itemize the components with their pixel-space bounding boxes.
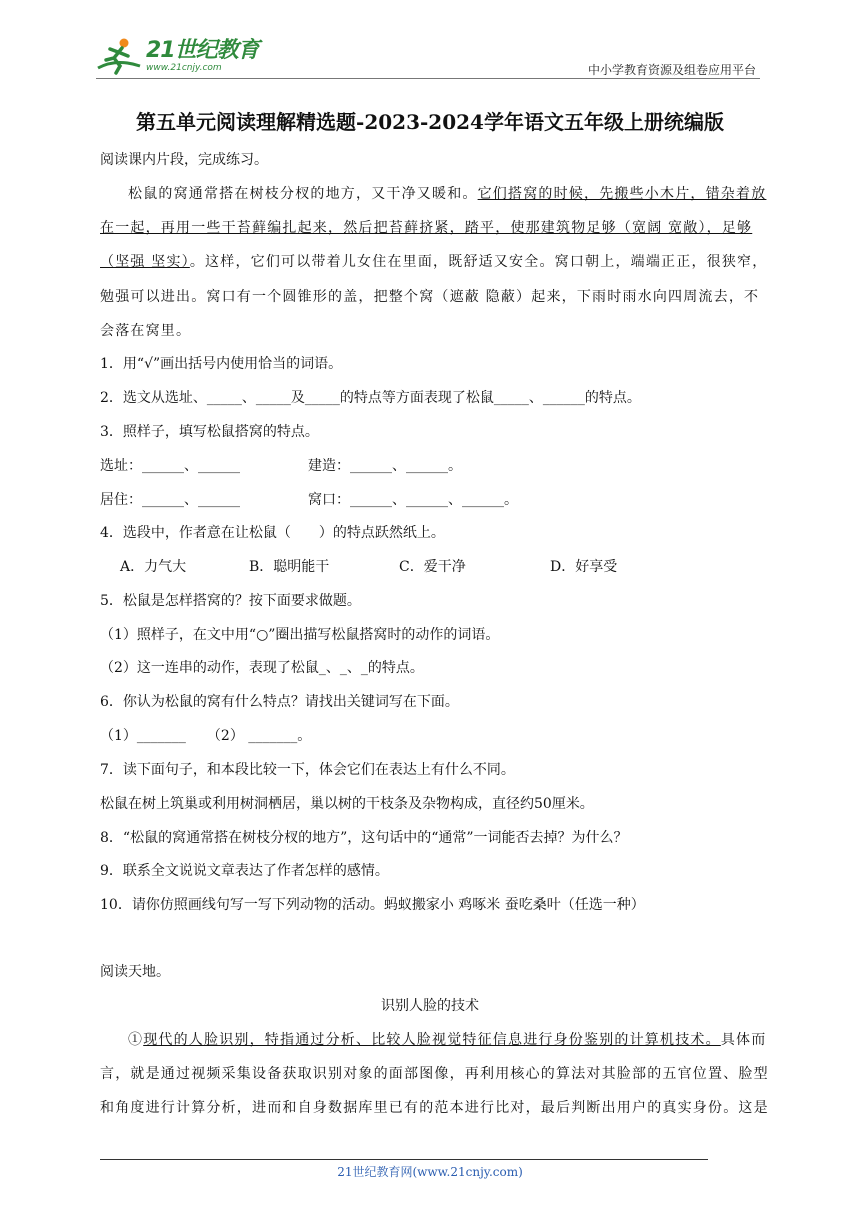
logo-url: www.21cnjy.com	[146, 62, 222, 73]
q7-sentence: 松鼠在树上筑巢或利用树洞栖居，巢以树的干枝条及杂物构成，直径约50厘米。	[100, 796, 594, 812]
footer-link[interactable]: 21世纪教育网(www.21cnjy.com)	[337, 1165, 523, 1179]
q4-option-a: A．力气大	[120, 559, 187, 575]
article-line-2: 言，就是通过视频采集设备获取识别对象的面部图像，再利用核心的算法对其脸部的五官位置、脸型	[100, 1066, 769, 1082]
section1-intro: 阅读课内片段，完成练习。	[100, 152, 268, 168]
underlined-sentence-end: （坚强 坚实）	[100, 254, 190, 270]
passage-line-2: 在一起，再用一些干苔藓编扎起来，然后把苔藓挤紧，踏平，使那建筑物足够（宽阔 宽敞），足够	[100, 220, 753, 236]
article-line-3: 和角度进行计算分析，进而和自身数据库里已有的范本进行比对，最后判断出用户的真实身份。这是	[100, 1100, 769, 1116]
page-header	[96, 32, 760, 80]
passage-text: 松鼠的窝通常搭在树枝分杈的地方，又干净又暖和。	[128, 186, 478, 202]
q3-live: 居住：______、______	[100, 492, 240, 508]
q4-option-d: D．好享受	[550, 559, 618, 575]
question-5: 5．松鼠是怎样搭窝的？按下面要求做题。	[100, 593, 361, 609]
paragraph-number: ①	[128, 1032, 144, 1048]
question-9: 9．联系全文说说文章表达了作者怎样的感情。	[100, 863, 389, 879]
q4-option-c: C．爱干净	[399, 559, 466, 575]
page-title: 第五单元阅读理解精选题-2023-2024学年语文五年级上册统编版	[136, 110, 724, 134]
q4-option-b: B．聪明能干	[249, 559, 330, 575]
q5-part-1: （1）照样子，在文中用“○”圈出描写松鼠搭窝时的动作的词语。	[100, 627, 500, 643]
passage-line-1	[128, 184, 766, 204]
article-line-1	[128, 1030, 766, 1050]
question-2: 2．选文从选址、_____、_____及_____的特点等方面表现了松鼠_____、______的特点。	[100, 390, 641, 406]
section2-intro: 阅读天地。	[100, 964, 170, 980]
question-10: 10．请你仿照画线句写一写下列动物的活动。蚂蚁搬家小 鸡啄米 蚕吃桑叶（任选一种）	[100, 897, 645, 913]
site-logo	[96, 32, 259, 80]
running-man-logo-icon	[96, 36, 142, 76]
footer-divider	[100, 1159, 708, 1160]
passage-line-4: 勉强可以进出。窝口有一个圆锥形的盖，把整个窝（遮蔽 隐蔽）起来，下雨时雨水向四周流去，不	[100, 289, 760, 305]
article-text: 具体而	[720, 1032, 767, 1048]
question-3: 3．照样子，填写松鼠搭窝的特点。	[100, 424, 319, 440]
article-title: 识别人脸的技术	[381, 998, 479, 1014]
passage-line-5: 会落在窝里。	[100, 323, 192, 339]
question-8: 8．“松鼠的窝通常搭在树枝分杈的地方”，这句话中的“通常”一词能否去掉？为什么？	[100, 830, 628, 846]
underlined-sentence: 现代的人脸识别，特指通过分析、比较人脸视觉特征信息进行身份鉴别的计算机技术。	[143, 1032, 721, 1048]
question-6: 6．你认为松鼠的窝有什么特点？请找出关键词写在下面。	[100, 694, 459, 710]
q3-site: 选址：______、______	[100, 458, 240, 474]
passage-line-3	[100, 252, 767, 272]
q3-mouth: 窝口：______、______、______。	[308, 492, 518, 508]
logo-title: 21世纪教育	[146, 37, 259, 63]
question-4: 4．选段中，作者意在让松鼠（ ）的特点跃然纸上。	[100, 525, 445, 541]
header-divider	[96, 78, 760, 79]
q3-build: 建造：______、______。	[308, 458, 462, 474]
question-1: 1．用“√”画出括号内使用恰当的词语。	[100, 356, 343, 372]
question-7: 7．读下面句子，和本段比较一下，体会它们在表达上有什么不同。	[100, 762, 515, 778]
platform-name: 中小学教育资源及组卷应用平台	[587, 63, 756, 77]
q5-part-2: （2）这一连串的动作，表现了松鼠_、_、_的特点。	[100, 660, 424, 676]
q6-answers: （1）_______ （2） _______。	[100, 728, 312, 744]
passage-text: 。这样，它们可以带着儿女住在里面，既舒适又安全。窝口朝上，端端正正，很狭窄，	[189, 254, 768, 270]
underlined-sentence: 它们搭窝的时候，先搬些小木片，错杂着放	[477, 186, 767, 202]
